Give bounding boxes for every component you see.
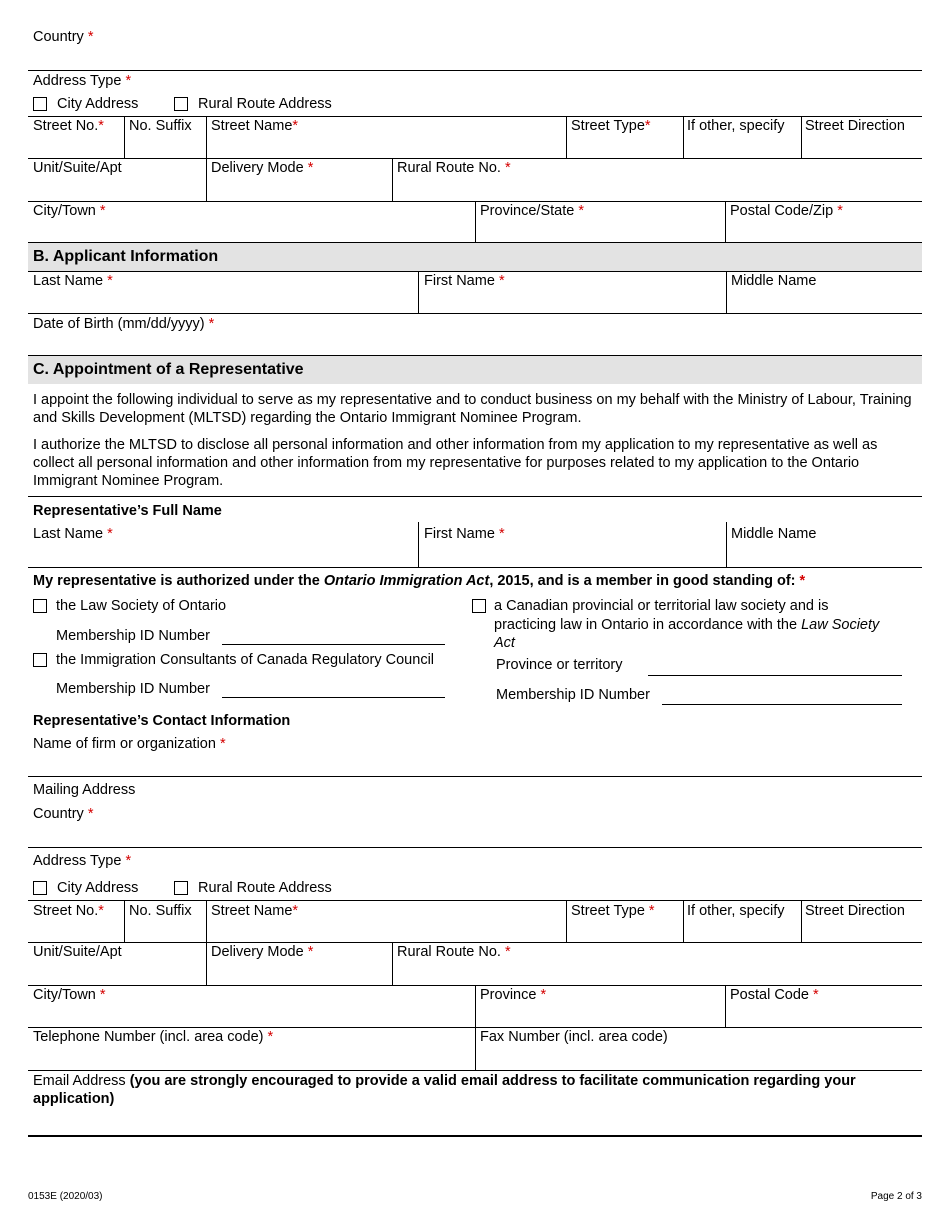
rep-rural-route-no-label: Rural Route No. *: [397, 944, 511, 960]
rep-address-type-label: Address Type *: [33, 853, 132, 869]
city-town-label: City/Town *: [33, 203, 106, 219]
street-type-label: Street Type*: [571, 118, 651, 134]
rep-first-name-label: First Name *: [424, 526, 505, 542]
rep-province-label: Province *: [480, 987, 547, 1003]
membership-id-input-line[interactable]: [662, 704, 902, 705]
membership-id-input-line[interactable]: [222, 644, 445, 645]
rep-city-address-checkbox[interactable]: [33, 881, 47, 895]
divider: [28, 116, 922, 117]
street-no-label: Street No.*: [33, 118, 104, 134]
city-address-label: City Address: [57, 96, 139, 112]
rural-route-address-label: Rural Route Address: [198, 96, 332, 112]
canadian-law-society-label-line2: practicing law in Ontario in accordance with the Law Society: [494, 617, 880, 633]
rural-route-no-label: Rural Route No. *: [397, 160, 511, 176]
telephone-label: Telephone Number (incl. area code) *: [33, 1029, 274, 1045]
province-territory-input-line[interactable]: [648, 675, 902, 676]
rep-last-name-label: Last Name *: [33, 526, 113, 542]
rural-route-address-checkbox[interactable]: [174, 97, 188, 111]
appointment-paragraph: I appoint the following individual to serve as my representative and to conduct business on my behalf with the Ministry of Labour, Training and Skills Development (MLTSD) regarding the Ontario Immigrant Nominee Program.: [33, 392, 912, 426]
rep-middle-name-label: Middle Name: [731, 526, 817, 542]
iccrc-label: the Immigration Consultants of Canada Regulatory Council: [56, 652, 435, 668]
street-direction-label: Street Direction: [805, 118, 905, 134]
iccrc-checkbox[interactable]: [33, 653, 47, 667]
rep-full-name-heading: Representative’s Full Name: [33, 503, 222, 519]
law-society-ontario-label: the Law Society of Ontario: [56, 598, 227, 614]
membership-id-label: Membership ID Number: [496, 687, 650, 703]
rep-rural-route-address-checkbox[interactable]: [174, 881, 188, 895]
canadian-law-society-checkbox[interactable]: [472, 599, 486, 613]
firm-name-label: Name of firm or organization *: [33, 736, 226, 752]
rep-street-no-label: Street No.*: [33, 903, 104, 919]
rep-country-label: Country *: [33, 806, 94, 822]
dob-label: Date of Birth (mm/dd/yyyy) *: [33, 316, 215, 332]
section-c-title: C. Appointment of a Representative: [28, 356, 922, 384]
last-name-label: Last Name *: [33, 273, 113, 289]
authorization-paragraph: I authorize the MLTSD to disclose all personal information and other information from my application to my representative as well as collect all personal information and other information from my representative for purposes related to my application to the Ontario Immigrant Nominee Program.: [33, 437, 878, 489]
membership-id-input-line[interactable]: [222, 697, 445, 698]
form-code: 0153E (2020/03): [28, 1191, 103, 1202]
membership-id-label: Membership ID Number: [56, 628, 210, 644]
postal-zip-label: Postal Code/Zip *: [730, 203, 843, 219]
street-name-label: Street Name*: [211, 118, 299, 134]
country-label: Country *: [33, 29, 94, 45]
rep-unit-label: Unit/Suite/Apt: [33, 944, 122, 960]
fax-label: Fax Number (incl. area code): [480, 1029, 668, 1045]
address-type-label: Address Type *: [33, 73, 132, 89]
rep-city-address-label: City Address: [57, 880, 139, 896]
rep-street-direction-label: Street Direction: [805, 903, 905, 919]
canadian-law-society-label-line3: Act: [494, 635, 515, 651]
membership-id-label: Membership ID Number: [56, 681, 210, 697]
email-label: Email Address (you are strongly encouraged to provide a valid email address to facilitate communication regarding your application): [33, 1073, 856, 1107]
mailing-address-label: Mailing Address: [33, 782, 136, 798]
rep-rural-route-address-label: Rural Route Address: [198, 880, 332, 896]
rep-postal-code-label: Postal Code *: [730, 987, 819, 1003]
page-number: Page 2 of 3: [870, 1191, 922, 1202]
province-state-label: Province/State *: [480, 203, 584, 219]
contact-info-heading: Representative’s Contact Information: [33, 713, 291, 729]
unit-label: Unit/Suite/Apt: [33, 160, 122, 176]
if-other-label: If other, specify: [687, 118, 785, 134]
middle-name-label: Middle Name: [731, 273, 817, 289]
first-name-label: First Name *: [424, 273, 505, 289]
rep-delivery-mode-label: Delivery Mode *: [211, 944, 314, 960]
rep-if-other-label: If other, specify: [687, 903, 785, 919]
rep-no-suffix-label: No. Suffix: [129, 903, 192, 919]
canadian-law-society-label-line1: a Canadian provincial or territorial law society and is: [494, 598, 829, 614]
divider: [28, 70, 922, 71]
no-suffix-label: No. Suffix: [129, 118, 192, 134]
law-society-ontario-checkbox[interactable]: [33, 599, 47, 613]
authorization-statement: My representative is authorized under the Ontario Immigration Act, 2015, and is a member in good standing of: *: [33, 573, 806, 589]
province-territory-label: Province or territory: [496, 657, 623, 673]
section-b-title: B. Applicant Information: [28, 243, 922, 271]
city-address-checkbox[interactable]: [33, 97, 47, 111]
rep-street-name-label: Street Name*: [211, 903, 299, 919]
rep-city-town-label: City/Town *: [33, 987, 106, 1003]
rep-street-type-label: Street Type *: [571, 903, 655, 919]
delivery-mode-label: Delivery Mode *: [211, 160, 314, 176]
